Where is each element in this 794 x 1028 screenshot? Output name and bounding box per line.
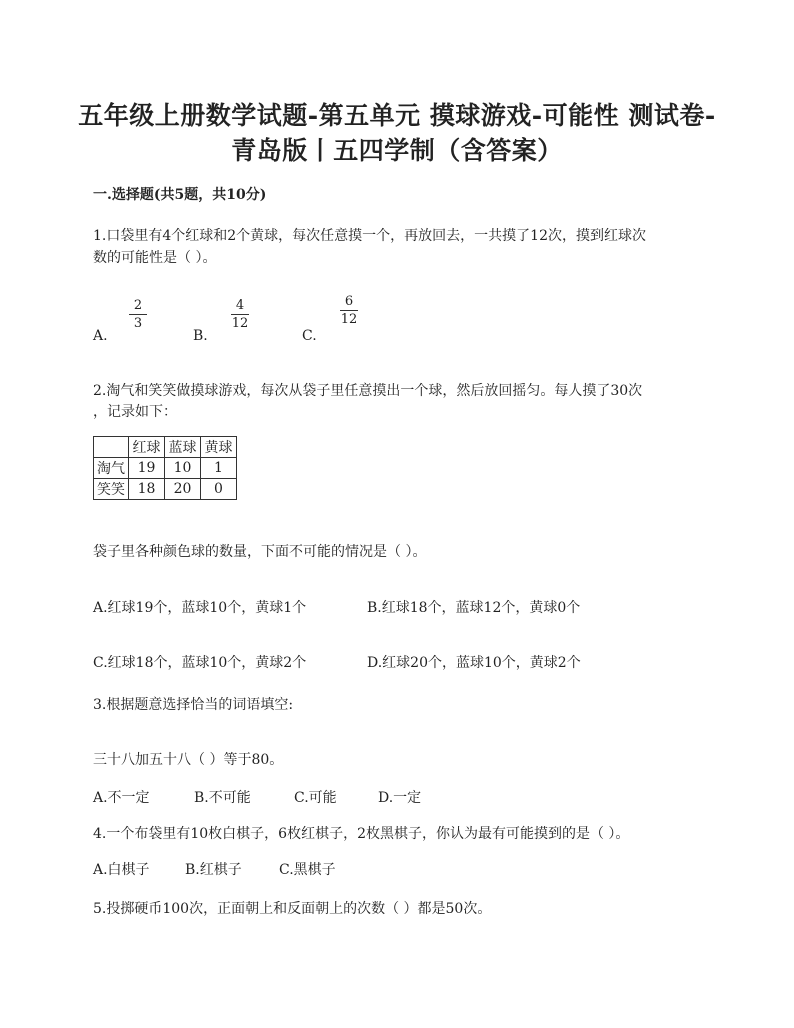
section-header: 一.选择题(共5题，共10分) xyxy=(93,187,267,203)
q2-option-d: D.红球20个，蓝球10个，黄球2个 xyxy=(367,655,581,671)
table-cell: 笑笑 xyxy=(94,479,129,500)
table-cell: 19 xyxy=(129,458,165,479)
table-cell: 18 xyxy=(129,479,165,500)
q2-option-a: A.红球19个，蓝球10个，黄球1个 xyxy=(93,600,307,616)
table-cell: 0 xyxy=(201,479,237,500)
q2-option-c: C.红球18个，蓝球10个，黄球2个 xyxy=(93,655,307,671)
table-cell: 1 xyxy=(201,458,237,479)
q4-option-c: C.黑棋子 xyxy=(279,862,336,878)
question-1-line2: 数的可能性是（ ）。 xyxy=(93,250,217,266)
fraction-bar xyxy=(231,314,249,315)
fraction-bar xyxy=(129,314,147,315)
question-4-line1: 4.一个布袋里有10枚白棋子，6枚红棋子，2枚黑棋子，你认为最有可能摸到的是（ ）。 xyxy=(93,826,630,842)
question-3-line2: 三十八加五十八（ ）等于80。 xyxy=(93,752,284,768)
q1-option-b-label: B. xyxy=(193,328,208,344)
fraction-bar xyxy=(340,310,358,311)
fraction-numerator: 2 xyxy=(133,298,143,313)
page-title-line1: 五年级上册数学试题-第五单元 摸球游戏-可能性 测试卷- xyxy=(78,101,716,130)
table-header-cell: 黄球 xyxy=(201,437,237,458)
table-header-cell: 蓝球 xyxy=(165,437,201,458)
table-row xyxy=(94,458,237,479)
q3-option-a: A.不一定 xyxy=(93,790,150,806)
question-3-line1: 3.根据题意选择恰当的词语填空: xyxy=(93,697,294,713)
q1-option-a-label: A. xyxy=(93,328,108,344)
question-2-line1: 2.淘气和笑笑做摸球游戏，每次从袋子里任意摸出一个球，然后放回摇匀。每人摸了30次 xyxy=(93,383,643,399)
question-2-prompt: 袋子里各种颜色球的数量，下面不可能的情况是（ ）。 xyxy=(93,544,427,560)
table-cell: 10 xyxy=(165,458,201,479)
question-2-line2: ，记录如下： xyxy=(93,404,177,420)
q1-option-a-fraction xyxy=(125,298,151,331)
table-row xyxy=(94,479,237,500)
question-1-line1: 1.口袋里有4个红球和2个黄球，每次任意摸一个，再放回去，一共摸了12次，摸到红球次 xyxy=(93,228,646,244)
table-header-cell xyxy=(94,437,129,458)
q3-option-d: D.一定 xyxy=(378,790,422,806)
fraction-numerator: 6 xyxy=(344,294,354,309)
fraction-numerator: 4 xyxy=(235,298,245,313)
fraction-denominator: 12 xyxy=(340,312,358,327)
q4-option-b: B.红棋子 xyxy=(185,862,242,878)
q3-option-b: B.不可能 xyxy=(194,790,251,806)
record-table xyxy=(93,436,237,500)
q3-option-c: C.可能 xyxy=(294,790,337,806)
table-header-cell: 红球 xyxy=(129,437,165,458)
q1-option-b-fraction xyxy=(227,298,253,331)
fraction-denominator: 3 xyxy=(133,316,143,331)
page-title-line2: 青岛版丨五四学制（含答案） xyxy=(231,136,563,165)
table-header-row xyxy=(94,437,237,458)
table-cell: 20 xyxy=(165,479,201,500)
question-5-line1: 5.投掷硬币100次，正面朝上和反面朝上的次数（ ）都是50次。 xyxy=(93,901,492,917)
fraction-denominator: 12 xyxy=(231,316,249,331)
q1-option-c-label: C. xyxy=(302,328,317,344)
table-cell: 淘气 xyxy=(94,458,129,479)
q2-option-b: B.红球18个，蓝球12个，黄球0个 xyxy=(367,600,581,616)
q1-option-c-fraction xyxy=(336,294,362,327)
q4-option-a: A.白棋子 xyxy=(93,862,150,878)
